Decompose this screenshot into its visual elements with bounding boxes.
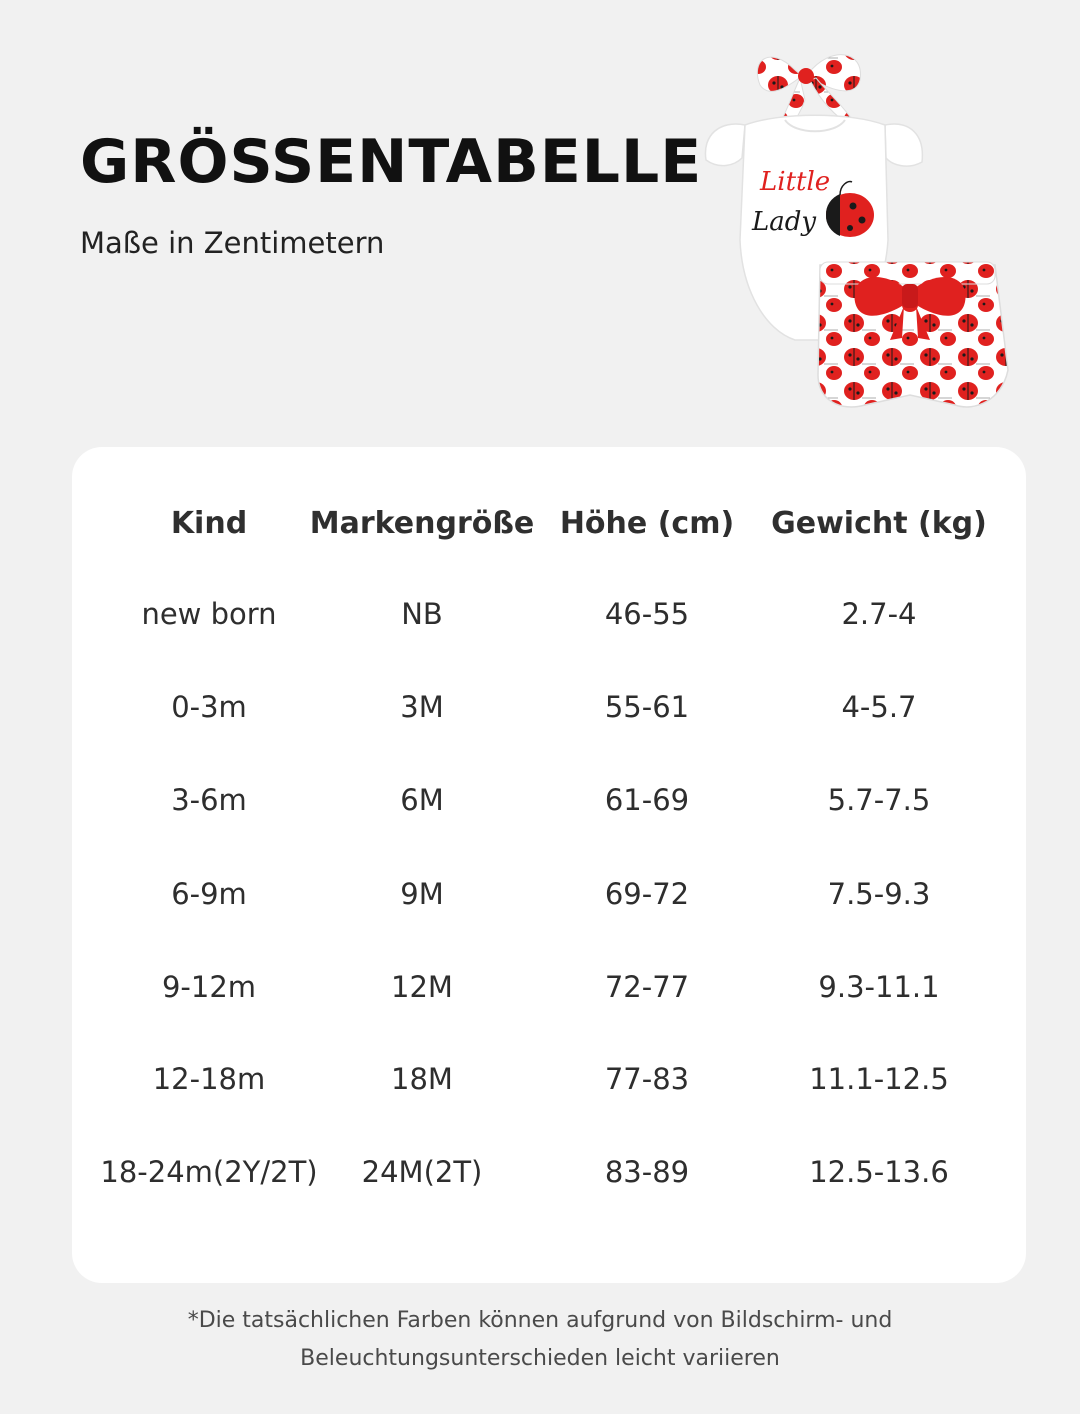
cell-kind: 3-6m [171,783,247,817]
page-subtitle: Maße in Zentimetern [80,226,385,260]
footnote-line-1: *Die tatsächlichen Farben können aufgrund von Bildschirm- und [187,1308,893,1333]
cell-gewicht: 11.1-12.5 [809,1062,949,1096]
cell-hoehe: 77-83 [604,1062,690,1096]
cell-hoehe: 83-89 [604,1155,690,1189]
cell-kind: 9-12m [161,970,257,1004]
cell-gewicht: 9.3-11.1 [818,970,940,1004]
cell-kind: 12-18m [152,1062,266,1096]
cell-markengroesse: 3M [400,690,444,724]
size-table-card [72,447,1026,1283]
product-image [690,40,1060,450]
cell-markengroesse: 18M [391,1062,453,1096]
cell-markengroesse: 24M(2T) [361,1155,483,1189]
cell-gewicht: 12.5-13.6 [809,1155,949,1189]
page-title: GRÖSSENTABELLE [80,127,703,197]
cell-markengroesse: 9M [400,877,444,911]
cell-gewicht: 4-5.7 [841,690,917,724]
shirt-text-little: Little [760,167,831,197]
cell-kind: 6-9m [171,877,247,911]
cell-markengroesse: 12M [391,970,453,1004]
footnote-line-2: Beleuchtungsunterschieden leicht variieren [300,1346,780,1371]
header-markengroesse: Markengröße [309,506,535,541]
header-kind: Kind [170,506,248,541]
cell-kind: 18-24m(2Y/2T) [100,1155,318,1189]
cell-kind: new born [141,597,277,631]
cell-hoehe: 72-77 [604,970,690,1004]
header-hoehe: Höhe (cm) [559,506,735,541]
header-gewicht: Gewicht (kg) [771,506,987,541]
cell-markengroesse: NB [401,597,443,631]
shirt-text-lady: Lady [752,207,817,237]
cell-gewicht: 7.5-9.3 [827,877,931,911]
cell-hoehe: 69-72 [604,877,690,911]
cell-gewicht: 5.7-7.5 [827,783,931,817]
cell-markengroesse: 6M [400,783,444,817]
cell-hoehe: 61-69 [604,783,690,817]
cell-hoehe: 46-55 [604,597,690,631]
cell-hoehe: 55-61 [604,690,690,724]
cell-kind: 0-3m [171,690,247,724]
cell-gewicht: 2.7-4 [841,597,917,631]
bloomer-shorts [818,262,1008,407]
